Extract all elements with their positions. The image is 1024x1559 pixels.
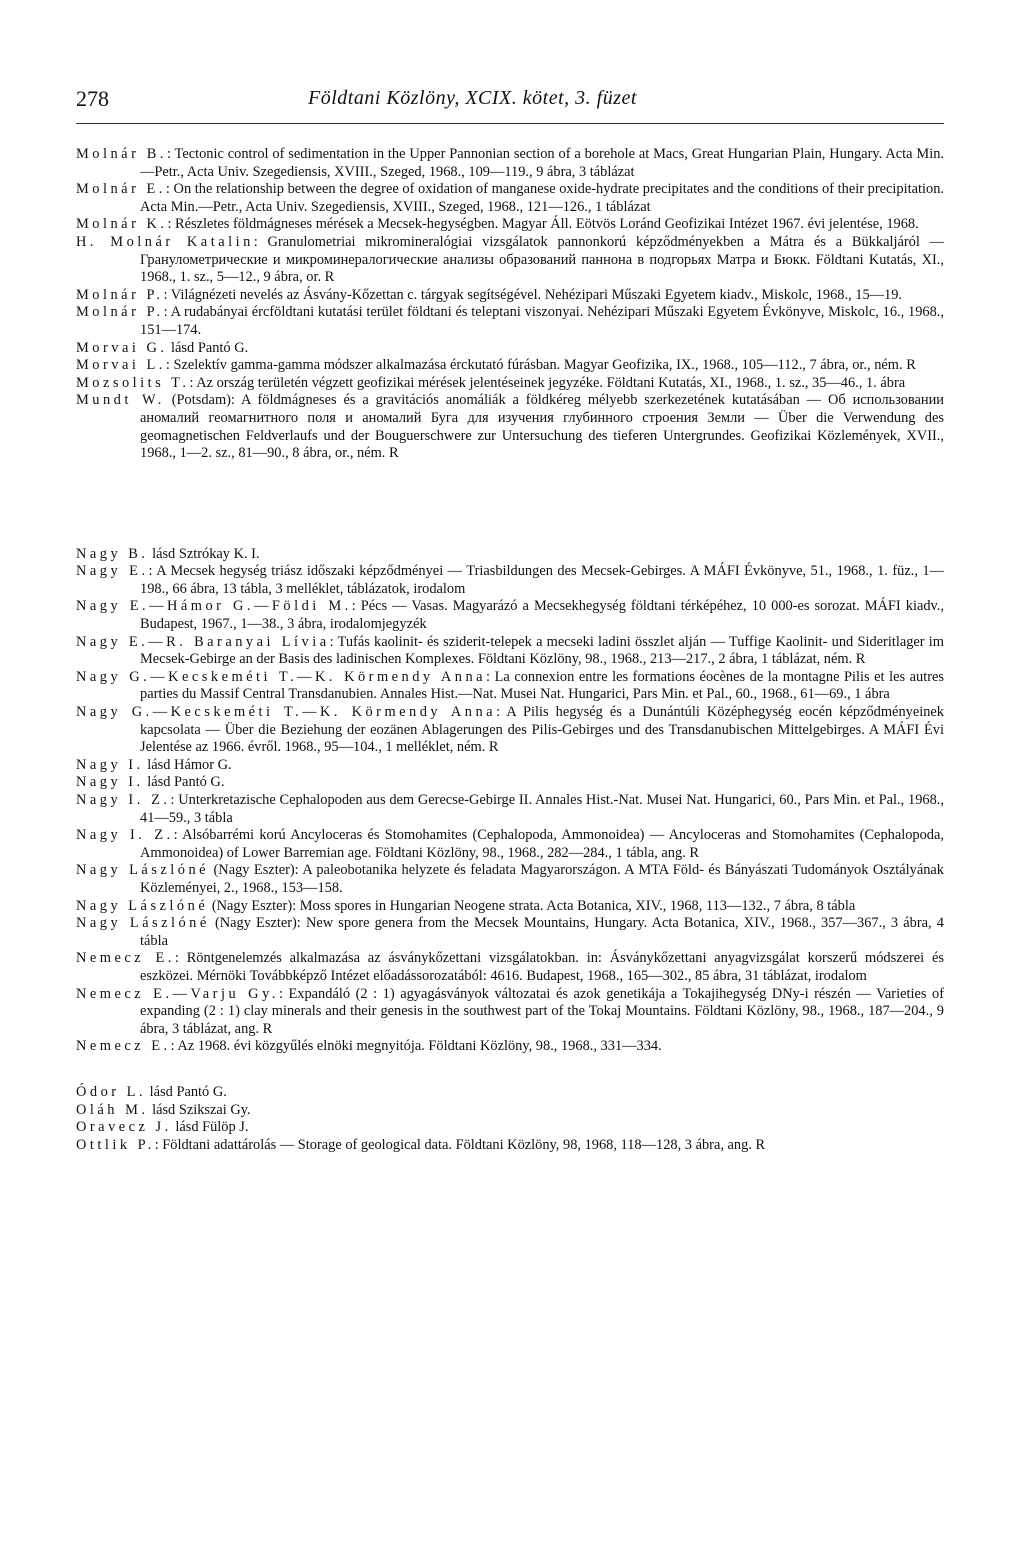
section-spacer: [76, 463, 944, 546]
entry-text: lásd Sztrókay K. I.: [148, 545, 260, 562]
entry-text: : La connexion entre les formations éocènes de la montagne Pilis et les autres parties du Massif Central Transdanubien. Annales Hist.—Nat. Musei Nat. Hungarici, Pars Min. et Pal., 60., 1968., 61—69., 1 ábra: [140, 668, 944, 703]
bibliography-entry: [76, 669, 944, 704]
bibliography-entry: [76, 304, 944, 339]
entry-text: lásd Hámor G.: [143, 756, 232, 773]
bibliography-entry: [76, 774, 944, 792]
bibliography-entry: [76, 181, 944, 216]
entry-author: Nagy I. Z.: [76, 792, 171, 808]
entry-author: Molnár P.: [76, 304, 164, 321]
page-header: [76, 86, 944, 120]
entry-author: Nemecz E.: [76, 1038, 171, 1055]
bibliography-entry: [76, 1084, 944, 1102]
bibliography-entry: [76, 950, 944, 985]
entry-author: Nagy I. Z.: [76, 827, 174, 844]
bibliography-entry: [76, 598, 944, 633]
entry-text: : Földtani adattárolás — Storage of geological data. Földtani Közlöny, 98, 1968, 118—128, 3 ábra, ang. R: [154, 1136, 766, 1153]
bibliography-entry: [76, 1038, 944, 1056]
bibliography-entry: [76, 234, 944, 287]
bibliography-entry: [76, 146, 944, 181]
entry-author: Mundt W.: [76, 392, 165, 409]
entry-text: lásd Fülöp J.: [171, 1119, 249, 1136]
bibliography-entry: [76, 634, 944, 669]
bibliography-entry: [76, 287, 944, 305]
entry-author: H. Molnár Katalin: [76, 233, 254, 250]
bibliography-entry: [76, 1119, 944, 1137]
entry-text: : Szelektív gamma-gamma módszer alkalmazása érckutató fúrásban. Magyar Geofizika, IX., 1968., 105—112., 7 ábra, or., ném. R: [165, 357, 916, 374]
entry-author: Nagy I.: [76, 756, 144, 773]
entry-text: : Unterkretazische Cephalopoden aus dem Gerecse-Gebirge II. Annales Hist.-Nat. Musei Nat. Hungarici, 60., Pars Min. et Pal., 1968., 41—59., 3 tábla: [140, 792, 944, 826]
section-n: [76, 546, 944, 1056]
entry-text: lásd Pantó G.: [143, 774, 225, 791]
page-number: 278: [76, 86, 109, 111]
entry-author: Molnár P.: [76, 286, 164, 303]
entry-text: lásd Pantó G.: [167, 339, 249, 356]
entry-text: : Az ország területén végzett geofizikai mérések jelentéseinek jegyzéke. Földtani Kutatás, XI., 1968., 1. sz., 35—46., 1. ábra: [189, 374, 906, 391]
entry-text: : A rudabányai ércföldtani kutatási terület földtani és teleptani viszonyai. Nehézipari Műszaki Egyetem Évkönyve, Miskolc, 16., 1968., 151—174.: [140, 304, 944, 338]
entry-author: Molnár E.: [76, 181, 166, 198]
bibliography-entry: [76, 563, 944, 598]
section-m: [76, 146, 944, 463]
entry-author: Morvai L.: [76, 357, 166, 374]
entry-text: (Nagy Eszter): Moss spores in Hungarian Neogene strata. Acta Botanica, XIV., 1968, 113—132., 7 ábra, 8 tábla: [208, 897, 856, 914]
bibliography-entry: [76, 898, 944, 916]
bibliography-entry: [76, 704, 944, 757]
entry-text: : Granulometriai mikromineralógiai vizsgálatok pannonkorú képződményekben a Mátra és a Bükkaljáról — Гранулометрические и микроминералогические анализы образований паннона в подгорьях Матра и Бюкк. Földtani Kutatás, XI., 1968., 1. sz., 5—12., 9 ábra, or. R: [140, 233, 944, 286]
entry-text: lásd Pantó G.: [146, 1083, 227, 1100]
entry-author: Nagy I.: [76, 774, 144, 791]
bibliography-entry: [76, 986, 944, 1039]
entry-text: : Az 1968. évi közgyűlés elnöki megnyitója. Földtani Közlöny, 98., 1968., 331—334.: [170, 1038, 662, 1055]
section-o: [76, 1084, 944, 1154]
entry-text: (Potsdam): A földmágneses és a gravitációs anomáliák a földkéreg mélyebb szerkezetének kutatásában — Об использовании аномалий геомагнитного поля и аномалий Буга для изучения глубинного строения Земли — Über die Verwendung des geomagnetischen Feldverlaufs und der Bouguerschwere zur Untersuchung des tieferen Untergrundes. Geofizikai Közlemények, XVII., 1968., 1—2. sz., 81—90., 8 ábra, or., ném. R: [140, 392, 944, 462]
entry-text: : Alsóbarrémi korú Ancyloceras és Stomohamites (Cephalopoda, Ammonoidea) — Ancyloceras and Stomohamites (Cephalopoda, Ammonoidea) of Lower Barremian age. Földtani Közlöny, 98., 1968., 282—284., 1 tábla, ang. R: [140, 827, 944, 861]
entry-text: : A Mecsek hegység triász időszaki képződményei — Triasbildungen des Mecsek-Gebirges. A MÁFI Évkönyve, 51., 1968., 1. füz., 1—198., 66 ábra, 13 tábla, 3 melléklet, táblázatok, irodalom: [140, 563, 944, 597]
entry-text: : Röntgenelemzés alkalmazása az ásványkőzettani vizsgálatokban. in: Ásványkőzettani anyagvizsgálat korszerű módszerei és eszközei. Mérnöki Továbbképző Intézet előadássorozatából: 4616. Budapest, 1968., 165—302., 85 ábra, 31 táblázat, irodalom: [140, 950, 944, 984]
entry-text: lásd Szikszai Gy.: [148, 1101, 251, 1118]
entry-text: : Tectonic control of sedimentation in the Upper Pannonian section of a borehole at Macs, Great Hungarian Plain, Hungary. Acta Min.—Petr., Acta Univ. Szegediensis, XVIII., Szeged, 1968., 109—119., 9 ábra, 3 táblázat: [140, 146, 944, 180]
entry-author: Nagy Lászlóné: [76, 897, 209, 914]
bibliography-entry: [76, 757, 944, 775]
entry-text: : Világnézeti nevelés az Ásvány-Kőzettan c. tárgyak segítségével. Nehézipari Műszaki Egyetem kiadv., Miskolc, 1968., 15—19.: [163, 286, 903, 303]
entry-author: Nemecz E.: [76, 950, 175, 967]
entry-author: Nagy E.—Hámor G.—Földi M.: [76, 598, 352, 615]
bibliography-entry: [76, 375, 944, 393]
bibliography-entry: [76, 546, 944, 564]
entry-author: Nagy Lászlóné: [76, 862, 210, 879]
bibliography-entry: [76, 357, 944, 375]
header-rule: [76, 123, 944, 124]
entry-author: Ódor L.: [76, 1083, 147, 1100]
bibliography-entry: [76, 340, 944, 358]
entry-author: Molnár K.: [76, 216, 168, 233]
entry-author: Nagy G.—Kecskeméti T.—K. Körmendy Anna: [76, 704, 497, 721]
bibliography-entry: [76, 1102, 944, 1120]
entry-text: : On the relationship between the degree of oxidation of manganese oxide-hydrate precipitates and the conditions of their precipitation. Acta Min.—Petr., Acta Univ. Szegediensis, XVIII., Szeged, 1968., 121—126., 1 táblázat: [140, 181, 944, 215]
entry-text: : Pécs — Vasas. Magyarázó a Mecsekhegység földtani térképéhez, 10 000-es sorozat. MÁFI kiadv., Budapest, 1967., 1—38., 3 ábra, irodalomjegyzék: [140, 598, 944, 633]
entry-text: : Részletes földmágneses mérések a Mecsek-hegységben. Magyar Áll. Eötvös Loránd Geofizikai Intézet 1967. évi jelentése, 1968.: [167, 216, 919, 233]
journal-title: Földtani Közlöny, XCIX. kötet, 3. füzet: [308, 87, 637, 109]
entry-author: Ottlik P.: [76, 1136, 155, 1153]
entry-author: Nagy E.—R. Baranyai Lívia: [76, 633, 330, 650]
entry-author: Nagy G.—Kecskeméti T.—K. Körmendy Anna: [76, 668, 487, 685]
bibliography-entry: [76, 827, 944, 862]
bibliography-entry: [76, 216, 944, 234]
entry-author: Molnár B.: [76, 146, 167, 162]
bibliography-entry: [76, 1137, 944, 1155]
entry-author: Oravecz J.: [76, 1119, 172, 1136]
entry-author: Mozsolits T.: [76, 374, 190, 391]
entry-text: (Nagy Eszter): New spore genera from the Mecsek Mountains, Hungary. Acta Botanica, XIV., 1968., 357—367., 3 ábra, 4 tábla: [140, 915, 944, 949]
bibliography-entry: [76, 915, 944, 950]
entry-author: Nagy B.: [76, 545, 149, 562]
entry-text: : Tufás kaolinit- és sziderit-telepek a mecseki ladini összlet alján — Tuffige Kaolinit- und Sideritlager im Mecsek-Gebirge an der Basis des ladinischen Komplexes. Földtani Közlöny, 98., 1968., 213—217., 2 ábra, 1 táblázat, ném. R: [140, 633, 945, 668]
entry-author: Nagy Lászlóné: [76, 915, 210, 932]
bibliography: [76, 146, 944, 1154]
bibliography-entry: [76, 792, 944, 827]
entry-author: Oláh M.: [76, 1101, 149, 1118]
section-spacer: [76, 1056, 944, 1084]
entry-text: (Nagy Eszter): A paleobotanika helyzete és feladata Magyarországon. A MTA Föld- és Bányászati Tudományok Osztályának Közleményei, 2., 1968., 153—158.: [140, 862, 944, 896]
bibliography-entry: [76, 392, 944, 462]
entry-text: : Expandáló (2 : 1) agyagásványok változatai és azok genetikája a Tokajihegység DNy-i részén — Varieties of expanding (2 : 1) clay minerals and their genesis in the southwest part of the Tokaj Mountains. Földtani Közlöny, 98., 1968., 187—204., 9 ábra, 3 táblázat, ang. R: [140, 985, 944, 1037]
entry-text: : A Pilis hegység és a Dunántúli Középhegység eocén képződményeinek kapcsolata — Über die Beziehung der eozänen Ablagerungen des Pilis-Gebirges und des Transdanubischen Mittelgebirges. A MÁFI Évi Jelentése az 1966. évről. 1968., 95—104., 1 melléklet, ném. R: [140, 704, 944, 756]
entry-author: Nagy E.: [76, 563, 149, 580]
bibliography-entry: [76, 862, 944, 897]
entry-author: Morvai G.: [76, 339, 168, 356]
entry-author: Nemecz E.—Varju Gy.: [76, 985, 279, 1002]
